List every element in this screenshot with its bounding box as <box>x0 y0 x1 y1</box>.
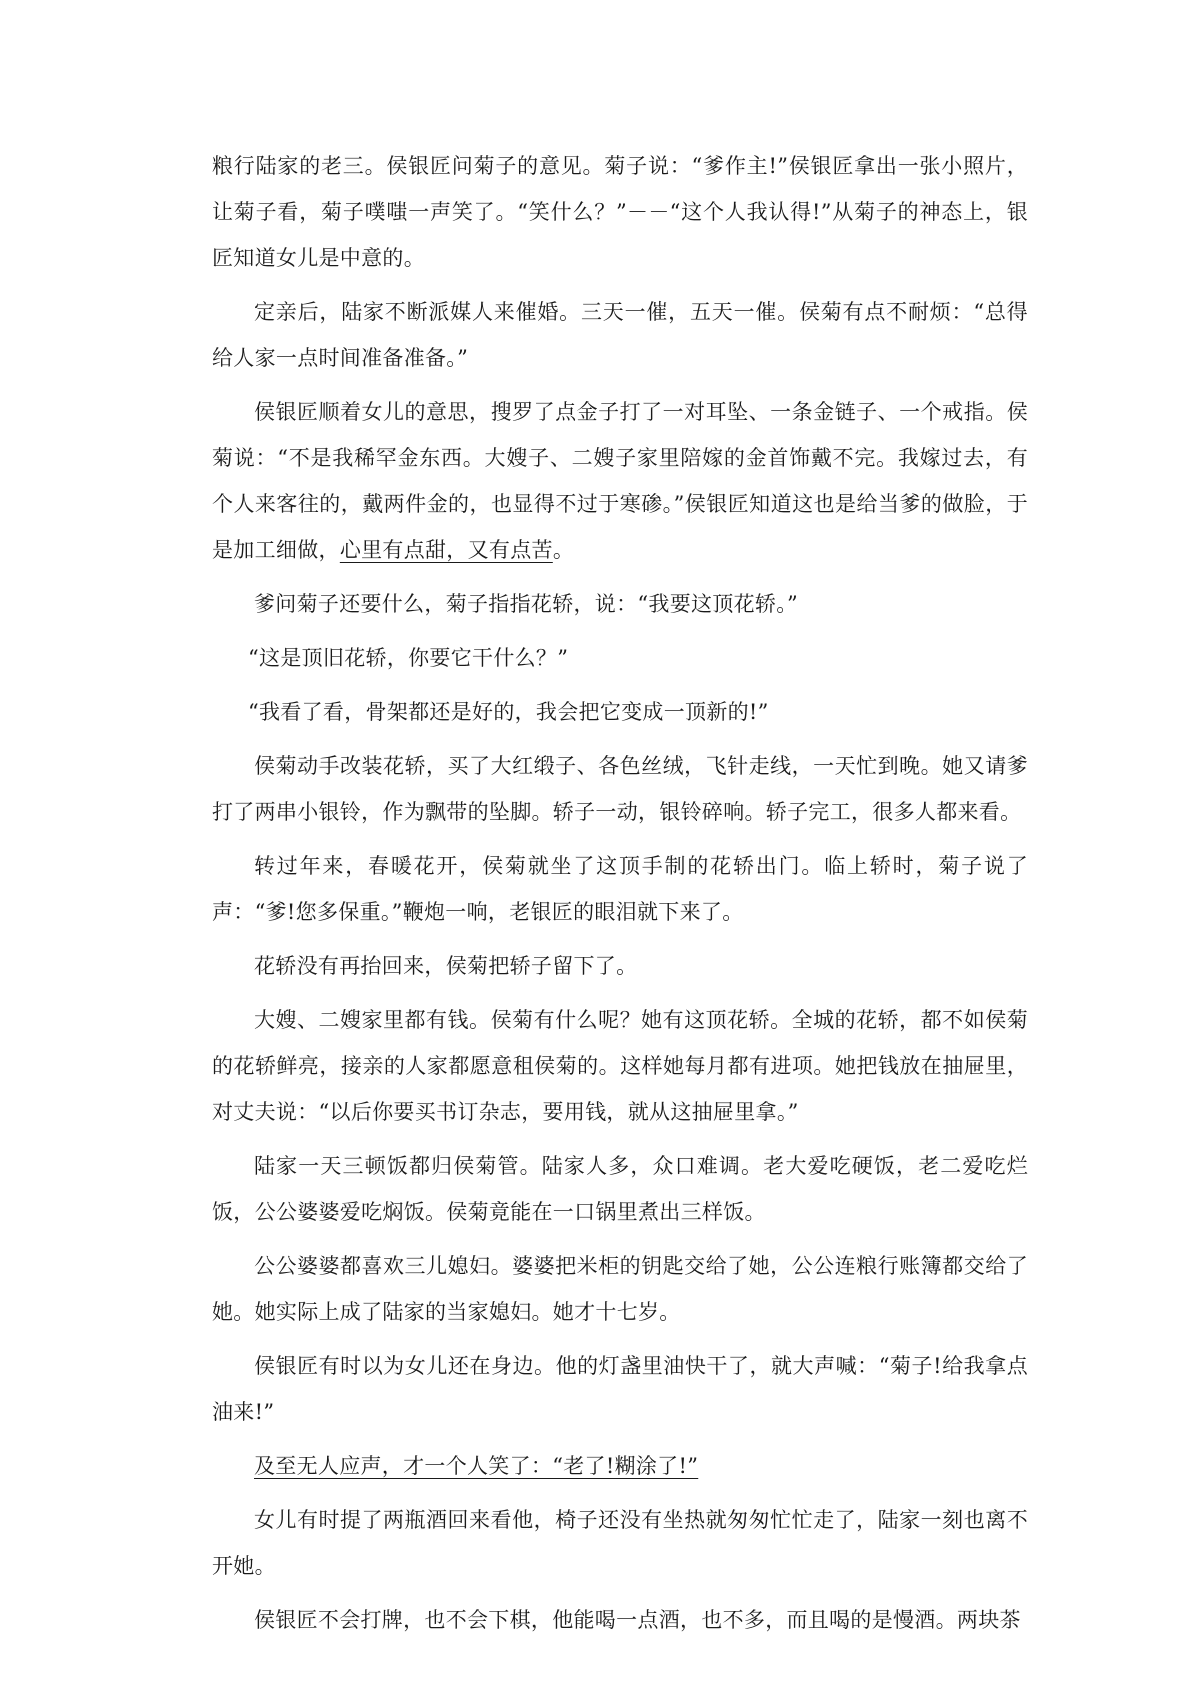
paragraph <box>212 1597 1028 1643</box>
paragraph <box>212 1143 1028 1235</box>
paragraph-continuation <box>212 143 1028 281</box>
underlined-phrase: 及至无人应声，才一个人笑了：“老了!糊涂了!” <box>254 1454 699 1478</box>
paragraph-text: 。 <box>552 538 575 562</box>
paragraph-text: 公公婆婆都喜欢三儿媳妇。婆婆把米柜的钥匙交给了她，公公连粮行账簿都交给了她。她实际上成了陆家的当家媳妇。她才十七岁。 <box>212 1254 1028 1324</box>
paragraph <box>212 1243 1028 1335</box>
paragraph-text: “这是顶旧花轿，你要它干什么？” <box>248 646 569 670</box>
paragraph <box>212 843 1028 935</box>
paragraph-text: 侯银匠有时以为女儿还在身边。他的灯盏里油快干了，就大声喊：“菊子!给我拿点油来!” <box>212 1354 1028 1424</box>
story-body <box>212 143 1028 1651</box>
paragraph-text: 陆家一天三顿饭都归侯菊管。陆家人多，众口难调。老大爱吃硬饭，老二爱吃烂饭，公公婆婆爱吃焖饭。侯菊竟能在一口锅里煮出三样饭。 <box>212 1154 1028 1224</box>
paragraph <box>212 1497 1028 1589</box>
paragraph-text: 定亲后，陆家不断派媒人来催婚。三天一催，五天一催。侯菊有点不耐烦：“总得给人家一点时间准备准备。” <box>212 300 1028 370</box>
underlined-phrase: 心里有点甜，又有点苦 <box>339 538 553 562</box>
paragraph-text: 爹问菊子还要什么，菊子指指花轿，说：“我要这顶花轿。” <box>254 592 799 616</box>
paragraph <box>212 581 1028 627</box>
paragraph <box>212 997 1028 1135</box>
paragraph <box>212 943 1028 989</box>
paragraph-text: 侯菊动手改装花轿，买了大红缎子、各色丝绒，飞针走线，一天忙到晚。她又请爹打了两串小银铃，作为飘带的坠脚。轿子一动，银铃碎响。轿子完工，很多人都来看。 <box>212 754 1028 824</box>
paragraph-text: 大嫂、二嫂家里都有钱。侯菊有什么呢？她有这顶花轿。全城的花轿，都不如侯菊的花轿鲜亮，接亲的人家都愿意租侯菊的。这样她每月都有进项。她把钱放在抽屉里，对丈夫说：“以后你要买书订杂志，要用钱，就从这抽屉里拿。” <box>212 1008 1028 1124</box>
dialogue-line <box>212 635 1028 681</box>
paragraph-text: 女儿有时提了两瓶酒回来看他，椅子还没有坐热就匆匆忙忙走了，陆家一刻也离不开她。 <box>212 1508 1028 1578</box>
paragraph-text: 粮行陆家的老三。侯银匠问菊子的意见。菊子说：“爹作主!”侯银匠拿出一张小照片，让菊子看，菊子噗嗤一声笑了。“笑什么？”－－“这个人我认得!”从菊子的神态上，银匠知道女儿是中意的。 <box>212 154 1028 270</box>
paragraph <box>212 1343 1028 1435</box>
paragraph-text: 侯银匠顺着女儿的意思，搜罗了点金子打了一对耳坠、一条金链子、一个戒指。侯菊说：“不是我稀罕金东西。大嫂子、二嫂子家里陪嫁的金首饰戴不完。我嫁过去，有个人来客往的，戴两件金的，也显得不过于寒碜。”侯银匠知道这也是给当爹的做脸，于是加工细做， <box>212 400 1028 562</box>
paragraph-text: 花轿没有再抬回来，侯菊把轿子留下了。 <box>254 954 638 978</box>
paragraph <box>212 389 1028 573</box>
paragraph <box>212 1443 1028 1489</box>
paragraph-text: 侯银匠不会打牌，也不会下棋，他能喝一点酒，也不多，而且喝的是慢酒。两块茶 <box>254 1608 1021 1632</box>
dialogue-line <box>212 689 1028 735</box>
paragraph-text: “我看了看，骨架都还是好的，我会把它变成一顶新的!” <box>248 700 769 724</box>
paragraph <box>212 743 1028 835</box>
paragraph <box>212 289 1028 381</box>
paragraph-text: 转过年来，春暖花开，侯菊就坐了这顶手制的花轿出门。临上轿时，菊子说了声：“爹!您多保重。”鞭炮一响，老银匠的眼泪就下来了。 <box>212 854 1028 924</box>
